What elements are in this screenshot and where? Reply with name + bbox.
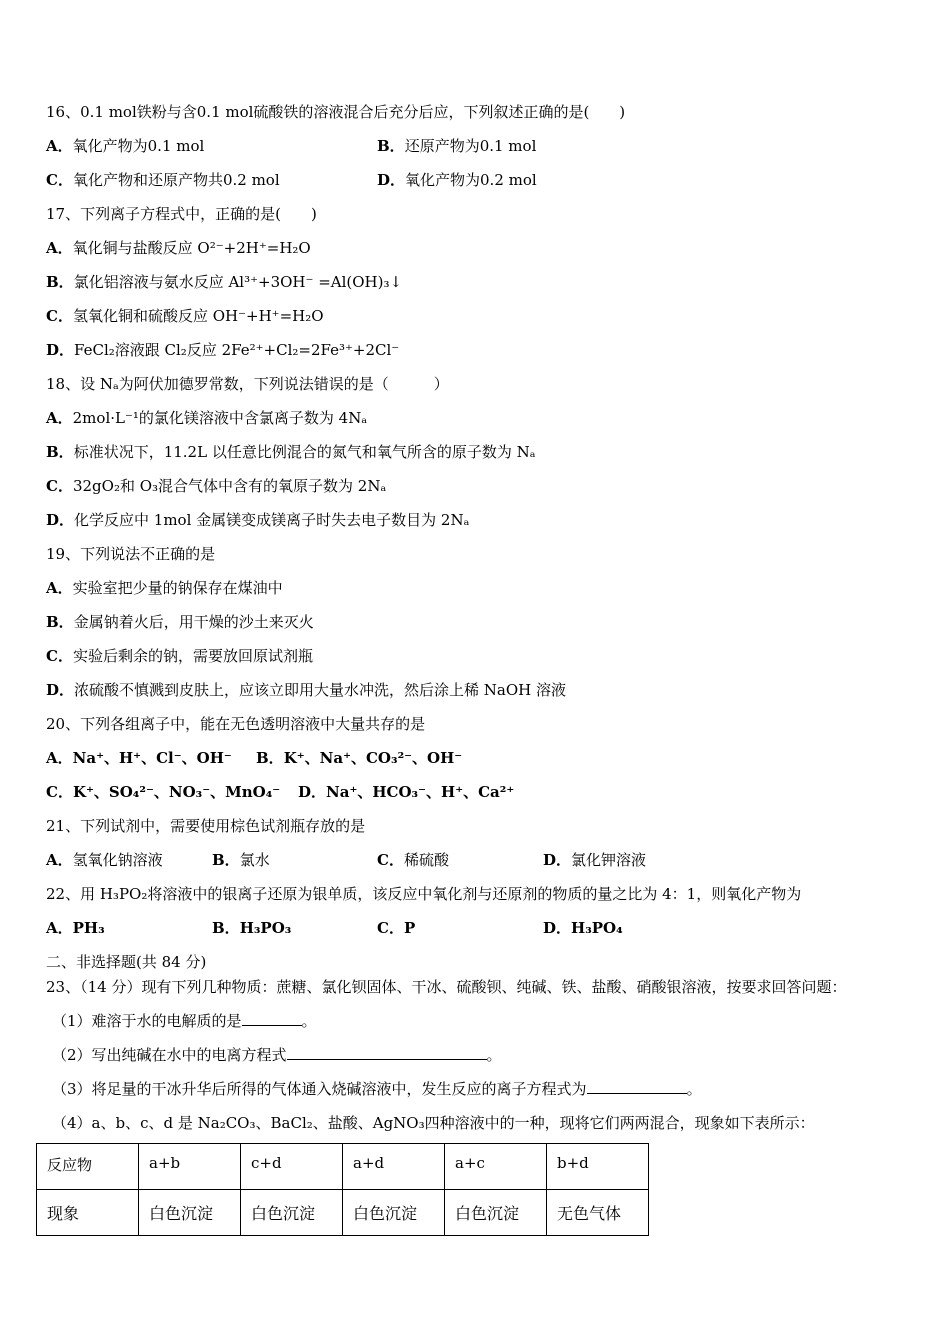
table-cell: 白色沉淀 [241, 1190, 343, 1236]
q23-part-3: （3）将足量的干冰升华后所得的气体通入烧碱溶液中，发生反应的离子方程式为 。 [52, 1080, 702, 1098]
q23-part-2: （2）写出纯碱在水中的电离方程式 。 [52, 1046, 502, 1064]
question-18-stem: 18、设 Nₐ为阿伏加德罗常数，下列说法错误的是（ ） [46, 375, 449, 393]
q18-option-a: A．2mol·L⁻¹的氯化镁溶液中含氯离子数为 4Nₐ [46, 409, 368, 427]
q21-option-a: A．氢氧化钠溶液 [46, 851, 163, 869]
q21-option-c: C．稀硫酸 [377, 851, 449, 869]
q20-option-b: B．K⁺、Na⁺、CO₃²⁻、OH⁻ [256, 749, 463, 767]
table-cell: a+c [445, 1144, 547, 1190]
table-cell: 无色气体 [547, 1190, 649, 1236]
table-cell: 白色沉淀 [343, 1190, 445, 1236]
q20-option-a: A．Na⁺、H⁺、Cl⁻、OH⁻ [46, 749, 232, 767]
q20-option-c: C．K⁺、SO₄²⁻、NO₃⁻、MnO₄⁻ [46, 783, 281, 801]
q22-option-a: A．PH₃ [46, 919, 105, 937]
q18-option-b: B．标准状况下，11.2L 以任意比例混合的氮气和氧气所含的原子数为 Nₐ [46, 443, 536, 461]
q16-option-d: D．氧化产物为0.2 mol [377, 171, 537, 189]
question-22-stem: 22、用 H₃PO₂将溶液中的银离子还原为银单质，该反应中氧化剂与还原剂的物质的量之比为 4：1，则氧化产物为 [46, 885, 802, 903]
question-21-stem: 21、下列试剂中，需要使用棕色试剂瓶存放的是 [46, 817, 366, 835]
q19-option-d: D．浓硫酸不慎溅到皮肤上，应该立即用大量水冲洗，然后涂上稀 NaOH 溶液 [46, 681, 567, 699]
table-cell: 白色沉淀 [445, 1190, 547, 1236]
table-cell: b+d [547, 1144, 649, 1190]
q21-option-b: B．氯水 [212, 851, 270, 869]
table-cell: 反应物 [37, 1144, 139, 1190]
q17-option-a: A．氧化铜与盐酸反应 O²⁻+2H⁺=H₂O [46, 239, 311, 257]
answer-blank-2[interactable] [287, 1045, 487, 1060]
q17-option-c: C．氢氧化铜和硫酸反应 OH⁻+H⁺=H₂O [46, 307, 324, 325]
q19-option-c: C．实验后剩余的钠，需要放回原试剂瓶 [46, 647, 313, 665]
q22-option-d: D．H₃PO₄ [543, 919, 623, 937]
table-header-row [37, 1144, 649, 1190]
question-19-stem: 19、下列说法不正确的是 [46, 545, 216, 563]
q19-option-a: A．实验室把少量的钠保存在煤油中 [46, 579, 283, 597]
table-cell: 白色沉淀 [139, 1190, 241, 1236]
q23-part-1: （1）难溶于水的电解质的是 。 [52, 1012, 317, 1030]
question-16-stem: 16、0.1 mol铁粉与含0.1 mol硫酸铁的溶液混合后充分后应，下列叙述正确的是( ) [46, 103, 626, 121]
table-row [37, 1190, 649, 1236]
q18-option-c: C．32gO₂和 O₃混合气体中含有的氧原子数为 2Nₐ [46, 477, 387, 495]
table-cell: 现象 [37, 1190, 139, 1236]
q22-option-b: B．H₃PO₃ [212, 919, 292, 937]
q22-option-c: C．P [377, 919, 416, 937]
q23-part-4: （4）a、b、c、d 是 Na₂CO₃、BaCl₂、盐酸、AgNO₃四种溶液中的一种，现将它们两两混合，现象如下表所示： [52, 1114, 815, 1132]
q16-option-c: C．氧化产物和还原产物共0.2 mol [46, 171, 280, 189]
table-cell: a+b [139, 1144, 241, 1190]
table-cell: a+d [343, 1144, 445, 1190]
reaction-table [36, 1143, 649, 1236]
q17-option-b: B．氯化铝溶液与氨水反应 Al³⁺+3OH⁻ =Al(OH)₃↓ [46, 273, 403, 291]
q19-option-b: B．金属钠着火后，用干燥的沙土来灭火 [46, 613, 314, 631]
q16-option-b: B．还原产物为0.1 mol [377, 137, 537, 155]
q20-option-d: D．Na⁺、HCO₃⁻、H⁺、Ca²⁺ [298, 783, 515, 801]
answer-blank-3[interactable] [587, 1079, 687, 1094]
q21-option-d: D．氯化钾溶液 [543, 851, 647, 869]
answer-blank-1[interactable] [242, 1011, 302, 1026]
question-23-stem: 23、（14 分）现有下列几种物质：蔗糖、氯化钡固体、干冰、硫酸钡、纯碱、铁、盐酸、硝酸银溶液，按要求回答问题： [46, 978, 847, 996]
section-2-heading: 二、非选择题(共 84 分) [46, 953, 207, 971]
q16-option-a: A．氧化产物为0.1 mol [46, 137, 205, 155]
question-17-stem: 17、下列离子方程式中，正确的是( ) [46, 205, 317, 223]
q18-option-d: D．化学反应中 1mol 金属镁变成镁离子时失去电子数目为 2Nₐ [46, 511, 470, 529]
question-20-stem: 20、下列各组离子中，能在无色透明溶液中大量共存的是 [46, 715, 426, 733]
q17-option-d: D．FeCl₂溶液跟 Cl₂反应 2Fe²⁺+Cl₂=2Fe³⁺+2Cl⁻ [46, 341, 400, 359]
table-cell: c+d [241, 1144, 343, 1190]
